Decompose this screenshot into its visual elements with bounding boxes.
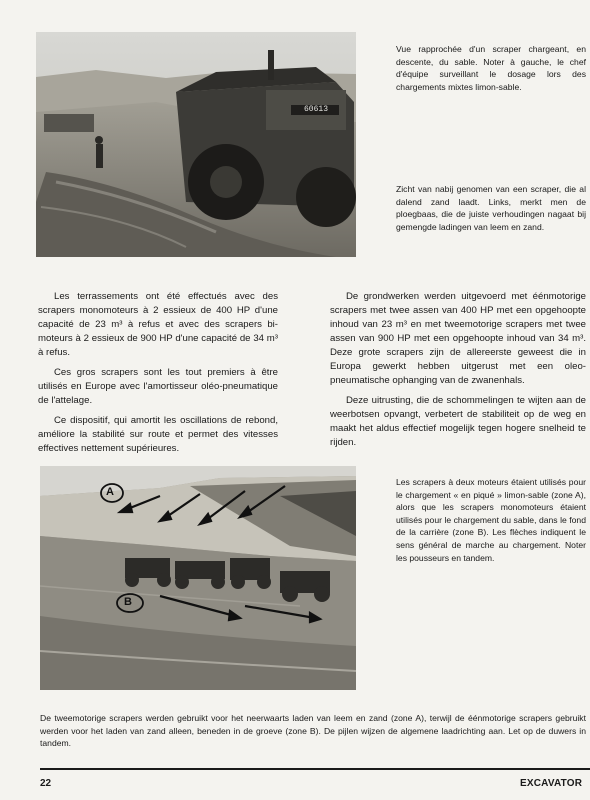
body-fr-paragraph-1: Les terrassements ont été effectués avec des scrapers monomoteurs à 2 essieux de 400 HP d'une capacité de 23 m³ à refus et avec des scrapers bi-moteurs à 2 essieux de 900 HP d'une capacité de 34 m³ à refus.: [38, 291, 278, 358]
footer-rule: [40, 768, 590, 770]
top-caption-dutch: Zicht van nabij genomen van een scraper, die al dalend zand laadt. Links, merkt men de ploegbaas, die de juiste verhoudingen nagaat bij gemengde ladingen van leem en zand.: [396, 184, 586, 232]
body-column-french: [38, 290, 278, 462]
quarry-zones-photo: [40, 466, 356, 690]
zone-a-label: A: [106, 486, 114, 498]
top-caption-french: Vue rapprochée d'un scraper chargeant, en descente, du sable. Noter à gauche, le chef d'équipe surveillant le dosage lors des chargements mixtes limon-sable.: [396, 44, 586, 92]
bottom-caption-french: Les scrapers à deux moteurs étaient utilisés pour le chargement « en piqué » limon-sable (zone A), alors que les scrapers monomoteurs étaient utilisés pour le chargement du sable, dans le fond de la carrière (zone B). Les flèches indiquent le sens général de marche au chargement. Noter les pousseurs en tandem.: [396, 477, 586, 563]
body-nl-paragraph-2: Deze uitrusting, die de schommelingen te wijten aan de weerbotsen opvangt, verbetert de stabiliteit op de weg en maakt het aldus effectief mogelijk tegen hogere snelheid te rijden.: [330, 395, 586, 448]
page-number: 22: [40, 778, 52, 789]
machine-number-label: 60613: [304, 105, 329, 114]
bottom-caption-dutch: De tweemotorige scrapers werden gebruikt voor het neerwaarts laden van leem en zand (zone A), terwijl de éénmotorige scrapers gebruikt werden voor het laden van zand alleen, beneden in de groeve (zone B). De pijlen wijzen de algemene laadrichting aan. Let op de duwers in tandem.: [40, 713, 586, 749]
body-fr-paragraph-3: Ce dispositif, qui amortit les oscillations de rebond, améliore la stabilité sur route et permet des vitesses effectives nettement supérieures.: [38, 415, 278, 454]
publication-name: EXCAVATOR: [520, 778, 583, 789]
body-fr-paragraph-2: Ces gros scrapers sont les tout premiers à être utilisés en Europe avec l'amortisseur oléo-pneumatique de l'attelage.: [38, 367, 278, 406]
scraper-closeup-photo: [36, 32, 356, 257]
body-nl-paragraph-1: De grondwerken werden uitgevoerd met éénmotorige scrapers met twee assen van 400 HP met een opgehoopte inhoud van 23 m³ en met tweemotorige scrapers met twee assen van 900 HP met een opgehoopte inhoud van 34 m³. Deze grote scrapers zijn de allereerste geweest die in Europa gewerkt hebben uitgerust met een oleo-pneumatische ophanging van de zwanenhals.: [330, 291, 586, 386]
zone-b-label: B: [124, 596, 132, 608]
body-column-dutch: [330, 290, 586, 456]
